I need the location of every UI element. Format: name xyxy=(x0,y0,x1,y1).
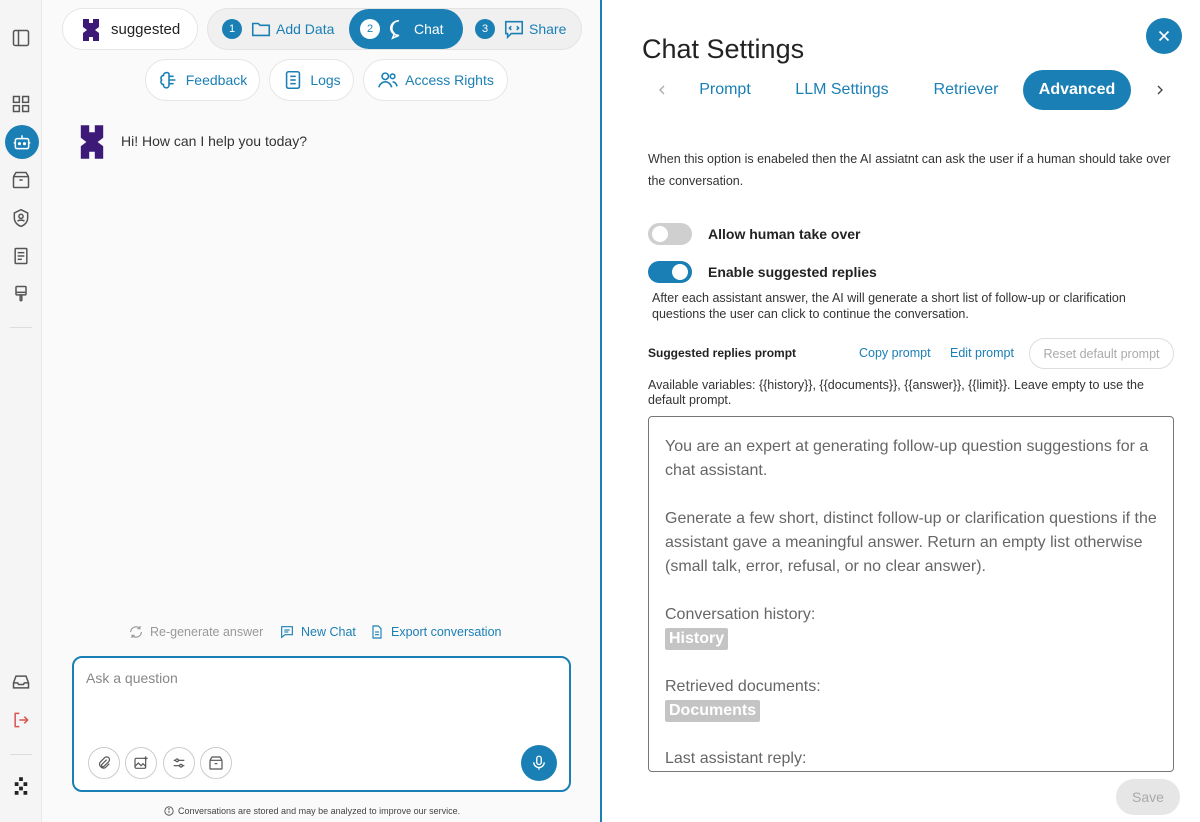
new-chat-button[interactable] xyxy=(279,622,356,642)
inbox-icon[interactable] xyxy=(7,668,35,696)
microphone-button[interactable] xyxy=(521,745,557,781)
settings-sliders-button[interactable] xyxy=(163,747,195,779)
copy-prompt-button[interactable]: Copy prompt xyxy=(859,346,931,360)
step-label: Add Data xyxy=(276,21,335,37)
export-document-icon xyxy=(369,624,385,640)
sidebar-toggle-icon[interactable] xyxy=(7,24,35,52)
attach-file-button[interactable] xyxy=(88,747,120,779)
step-add-data[interactable] xyxy=(222,9,352,49)
assistant-avatar-icon xyxy=(81,17,101,43)
step-number: 2 xyxy=(360,19,380,39)
rail-divider xyxy=(10,754,32,755)
rail-divider xyxy=(10,327,32,328)
tabs-scroll-left-button[interactable] xyxy=(652,80,672,100)
tab-llm-settings[interactable]: LLM Settings xyxy=(795,81,889,98)
allow-human-label: Allow human take over xyxy=(708,226,861,242)
logs-label: Logs xyxy=(310,72,341,88)
documents-heading: Retrieved documents: xyxy=(665,678,821,695)
advanced-description: When this option is enabeled then the AI assiatnt can ask the user if a human should take over the conversation. xyxy=(648,152,1171,188)
toggle-knob xyxy=(672,264,688,280)
prompt-content xyxy=(665,435,1157,772)
step-label: Chat xyxy=(414,21,444,37)
refresh-icon xyxy=(128,624,144,640)
suggested-replies-label: Enable suggested replies xyxy=(708,264,877,280)
add-image-button[interactable] xyxy=(125,747,157,779)
folder-icon xyxy=(250,18,272,40)
chat-bubble-icon xyxy=(388,18,410,40)
available-variables: Available variables: {{history}}, {{documents}}, {{answer}}, {{limit}}. Leave empty to use the default prompt. xyxy=(648,378,1144,407)
export-conversation-button[interactable] xyxy=(369,622,501,642)
access-rights-label: Access Rights xyxy=(405,72,494,88)
brush-icon[interactable] xyxy=(7,280,35,308)
regenerate-label: Re-generate answer xyxy=(150,625,264,639)
logout-icon[interactable] xyxy=(7,706,35,734)
chevron-left-icon xyxy=(654,82,670,98)
code-share-icon xyxy=(503,18,525,40)
reply-heading: Last assistant reply: xyxy=(665,750,807,767)
tabs-scroll-right-button[interactable] xyxy=(1150,80,1170,100)
users-icon xyxy=(377,69,399,91)
packages-icon[interactable] xyxy=(7,166,35,194)
suggested-replies-help: After each assistant answer, the AI will generate a short list of follow-up or clarification questions the user can click to continue the conversation. xyxy=(652,291,1126,321)
prompt-docs-block xyxy=(665,675,1157,723)
feedback-button[interactable] xyxy=(145,59,260,101)
shield-user-icon[interactable] xyxy=(7,204,35,232)
step-share[interactable] xyxy=(475,9,580,49)
left-rail xyxy=(0,0,42,822)
step-chat[interactable] xyxy=(349,9,463,49)
edit-prompt-button[interactable]: Edit prompt xyxy=(950,346,1014,360)
tab-retriever[interactable]: Retriever xyxy=(933,81,999,98)
toggle-knob xyxy=(652,226,668,242)
prompt-reply-block xyxy=(665,747,1157,771)
assistant-robot-icon[interactable] xyxy=(5,125,39,159)
history-variable-chip: History xyxy=(665,628,728,650)
prompt-editor[interactable] xyxy=(648,416,1174,772)
document-icon[interactable] xyxy=(7,242,35,270)
tab-prompt[interactable]: Prompt xyxy=(699,81,751,98)
dashboard-icon[interactable] xyxy=(7,90,35,118)
assistant-avatar-icon xyxy=(78,122,106,162)
step-number: 1 xyxy=(222,19,242,39)
step-navigation xyxy=(207,8,582,50)
regenerate-button[interactable] xyxy=(128,622,263,642)
settings-title: Chat Settings xyxy=(642,34,805,64)
export-label: Export conversation xyxy=(391,625,502,639)
close-settings-button[interactable] xyxy=(1146,18,1182,54)
logs-button[interactable] xyxy=(269,59,354,101)
tab-advanced[interactable]: Advanced xyxy=(1023,70,1131,110)
package-button[interactable] xyxy=(200,747,232,779)
save-button[interactable]: Save xyxy=(1116,779,1180,815)
question-input[interactable] xyxy=(86,670,556,730)
close-icon xyxy=(1155,27,1173,45)
assistant-name-pill[interactable] xyxy=(62,8,198,50)
sliders-icon xyxy=(171,755,187,771)
chat-input-box xyxy=(72,656,571,792)
notice-text: Conversations are stored and may be analyzed to improve our service. xyxy=(178,806,461,816)
step-label: Share xyxy=(529,21,567,37)
prompt-paragraph: Generate a few short, distinct follow-up or clarification questions if the assistant gave a meaningful answer. Return an empty list otherwise (small talk, error, refusal, or no clear answer). xyxy=(665,510,1157,575)
documents-variable-chip: Documents xyxy=(665,700,760,722)
chat-settings-panel xyxy=(602,0,1200,822)
privacy-notice xyxy=(164,806,460,816)
prompt-label: Suggested replies prompt xyxy=(648,346,797,360)
reset-default-prompt-button[interactable]: Reset default prompt xyxy=(1029,338,1174,369)
package-icon xyxy=(208,755,224,771)
microphone-icon xyxy=(530,754,548,772)
chevron-right-icon xyxy=(1152,82,1168,98)
assistant-message: Hi! How can I help you today? xyxy=(121,133,307,149)
new-chat-icon xyxy=(279,624,295,640)
assistant-name: suggested xyxy=(111,20,181,38)
feedback-label: Feedback xyxy=(185,72,248,88)
history-heading: Conversation history: xyxy=(665,606,816,623)
brain-icon xyxy=(158,69,180,91)
allow-human-toggle[interactable] xyxy=(648,223,692,245)
prompt-history-block xyxy=(665,603,1157,651)
info-icon xyxy=(164,806,174,816)
logs-icon xyxy=(282,69,304,91)
brand-logo-icon xyxy=(5,770,37,802)
suggested-replies-toggle[interactable] xyxy=(648,261,692,283)
paperclip-icon xyxy=(96,755,112,771)
new-chat-label: New Chat xyxy=(301,625,356,639)
image-plus-icon xyxy=(133,755,149,771)
step-number: 3 xyxy=(475,19,495,39)
prompt-paragraph: You are an expert at generating follow-up question suggestions for a chat assistant. xyxy=(665,438,1149,479)
access-rights-button[interactable] xyxy=(363,59,508,101)
